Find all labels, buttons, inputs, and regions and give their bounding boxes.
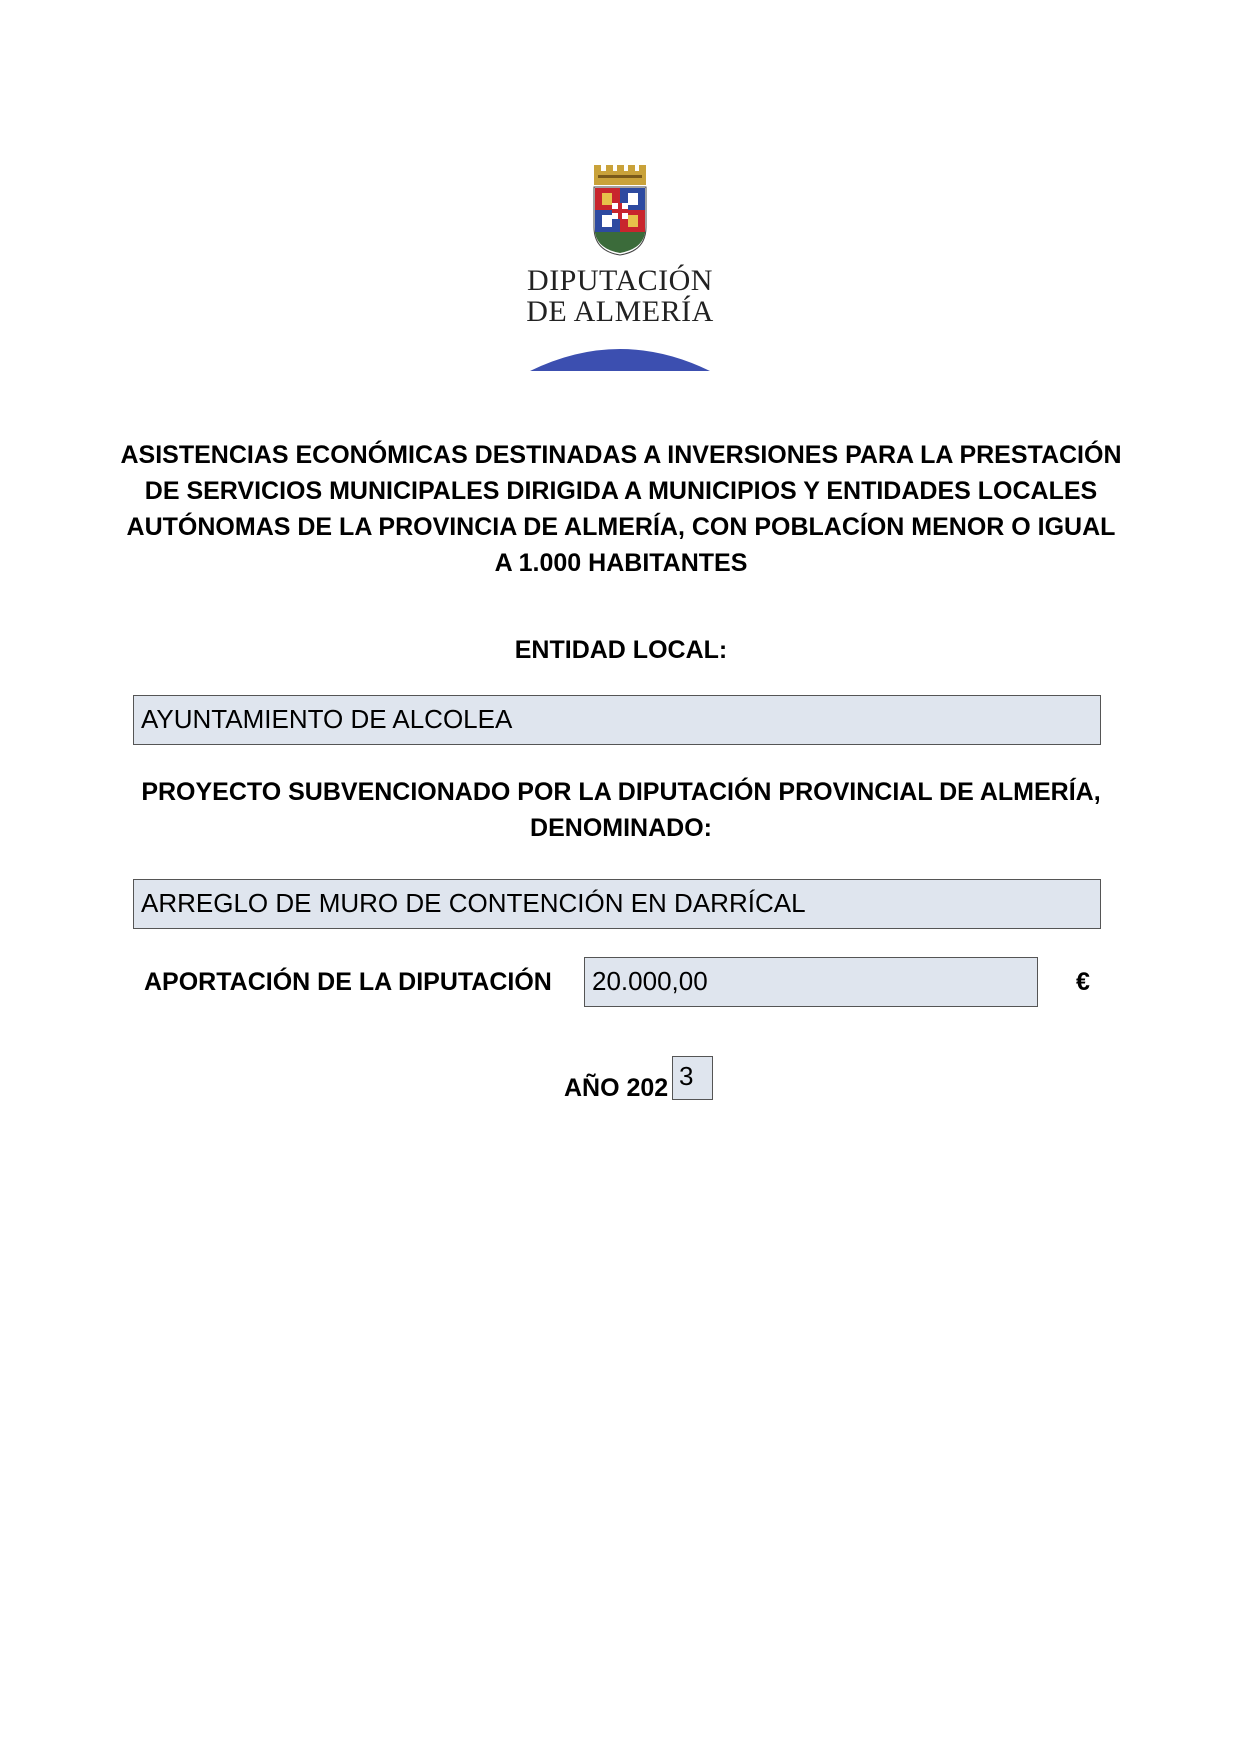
- entidad-local-field[interactable]: AYUNTAMIENTO DE ALCOLEA: [133, 695, 1101, 745]
- document-title: ASISTENCIAS ECONÓMICAS DESTINADAS A INVERSIONES PARA LA PRESTACIÓN DE SERVICIOS MUNICIPALES DIRIGIDA A MUNICIPIOS Y ENTIDADES LOCALES AUTÓNOMAS DE LA PROVINCIA DE ALMERÍA, CON POBLACÍON MENOR O IGUAL A 1.000 HABITANTES: [120, 441, 1122, 577]
- aportacion-label: APORTACIÓN DE LA DIPUTACIÓN: [144, 968, 552, 996]
- coat-of-arms-icon: [590, 165, 650, 257]
- logo-text: [525, 265, 715, 327]
- currency-symbol: €: [1076, 968, 1090, 996]
- logo-line-1: DIPUTACIÓN: [527, 264, 713, 297]
- entidad-local-label: ENTIDAD LOCAL:: [514, 636, 728, 664]
- logo-line-2: DE ALMERÍA: [526, 295, 714, 328]
- anio-field[interactable]: 3: [672, 1056, 713, 1100]
- proyecto-field[interactable]: ARREGLO DE MURO DE CONTENCIÓN EN DARRÍCAL: [133, 879, 1101, 929]
- proyecto-label: PROYECTO SUBVENCIONADO POR LA DIPUTACIÓN PROVINCIAL DE ALMERÍA, DENOMINADO:: [141, 778, 1101, 842]
- aportacion-field[interactable]: 20.000,00: [584, 957, 1038, 1007]
- diputacion-logo: [525, 165, 715, 370]
- anio-label: AÑO 202: [564, 1074, 669, 1102]
- logo-arc-icon: [530, 341, 710, 371]
